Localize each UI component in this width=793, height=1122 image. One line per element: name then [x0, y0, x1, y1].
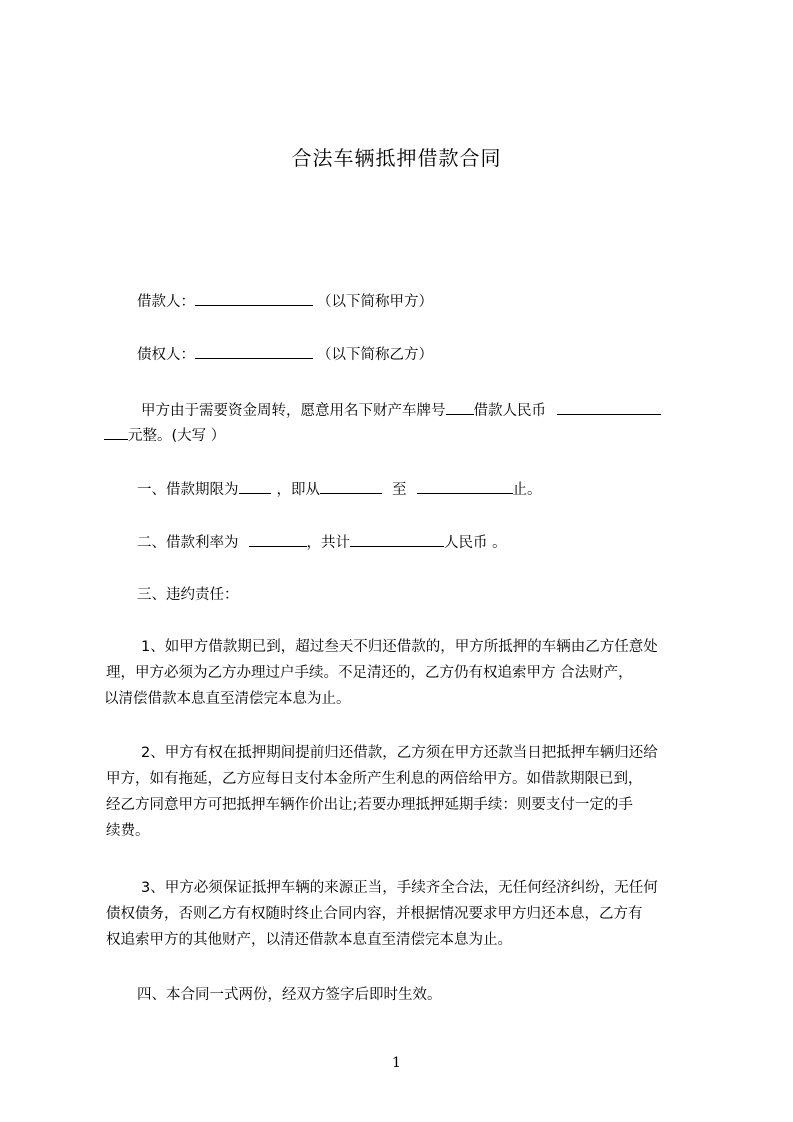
- intro-text-1: 甲方由于需要资金周转，愿意用名下财产车牌号: [141, 403, 446, 419]
- borrower-suffix: （以下简称甲方）: [317, 294, 433, 310]
- clause-3-3-line-3: 权追索甲方的其他财产，以清还借款本息直至清偿完本息为止。: [106, 932, 512, 948]
- borrower-line: [137, 291, 433, 312]
- borrower-label: 借款人：: [137, 294, 195, 310]
- total-blank: [350, 532, 444, 547]
- clause-3-2-line-1: 2、甲方有权在抵押期间提前归还借款，乙方须在甲方还款当日把抵押车辆归还给: [141, 745, 658, 761]
- clause-1: [137, 479, 542, 500]
- document-title: 合法车辆抵押借款合同: [291, 146, 502, 170]
- clause-3-2-line-3: 经乙方同意甲方可把抵押车辆作价出让;若要办理抵押延期手续：则要支付一定的手: [106, 797, 633, 813]
- creditor-label: 债权人：: [137, 347, 195, 363]
- plate-blank: [446, 400, 474, 415]
- clause-1-d: 止。: [512, 482, 542, 498]
- clause-3-heading: 三、违约责任：: [137, 587, 239, 603]
- page-number: 1: [392, 1055, 401, 1071]
- intro-line-2: [104, 425, 225, 446]
- term-blank: [239, 479, 271, 494]
- clause-1-c: 至: [392, 482, 407, 498]
- clause-3-2-line-2: 甲方，如有拖延，乙方应每日支付本金所产生利息的两倍给甲方。如借款期限已到，: [106, 771, 643, 787]
- clause-4: 四、本合同一式两份，经双方签字后即时生效。: [137, 987, 442, 1003]
- amount-blank: [557, 400, 661, 415]
- clause-2-c: 人民币 。: [444, 535, 507, 551]
- intro-line-1: [141, 400, 661, 421]
- end-date-blank: [417, 479, 513, 494]
- rate-blank: [249, 532, 307, 547]
- clause-3-1-line-2: 理，甲方必须为乙方办理过户手续。不足清还的，乙方仍有权追索甲方 合法财产，: [106, 665, 633, 681]
- clause-1-b: ，即从: [276, 482, 320, 498]
- clause-2: [137, 532, 507, 553]
- clause-1-a: 一、借款期限为: [137, 482, 239, 498]
- creditor-suffix: （以下简称乙方）: [317, 347, 433, 363]
- clause-3-2-line-4: 续费。: [106, 823, 150, 839]
- clause-3-1-line-3: 以清偿借款本息直至清偿完本息为止。: [104, 691, 351, 707]
- clause-3-1-line-1: 1、如甲方借款期已到，超过叁天不归还借款的，甲方所抵押的车辆由乙方任意处: [141, 639, 658, 655]
- amount-blank-cont: [104, 425, 128, 440]
- intro-text-2: 元整。(大写 ）: [128, 428, 226, 444]
- intro-text-1-mid: 借款人民币: [473, 403, 546, 419]
- clause-2-b: ，共计: [306, 535, 350, 551]
- clause-2-a: 二、借款利率为: [137, 535, 239, 551]
- start-date-blank: [320, 479, 382, 494]
- clause-3-3-line-1: 3、甲方必须保证抵押车辆的来源正当，手续齐全合法，无任何经济纠纷，无任何: [141, 880, 658, 896]
- creditor-blank: [195, 344, 313, 359]
- creditor-line: [137, 344, 433, 365]
- clause-3-3-line-2: 债权债务，否则乙方有权随时终止合同内容，并根据情况要求甲方归还本息，乙方有: [106, 906, 643, 922]
- borrower-blank: [195, 291, 313, 306]
